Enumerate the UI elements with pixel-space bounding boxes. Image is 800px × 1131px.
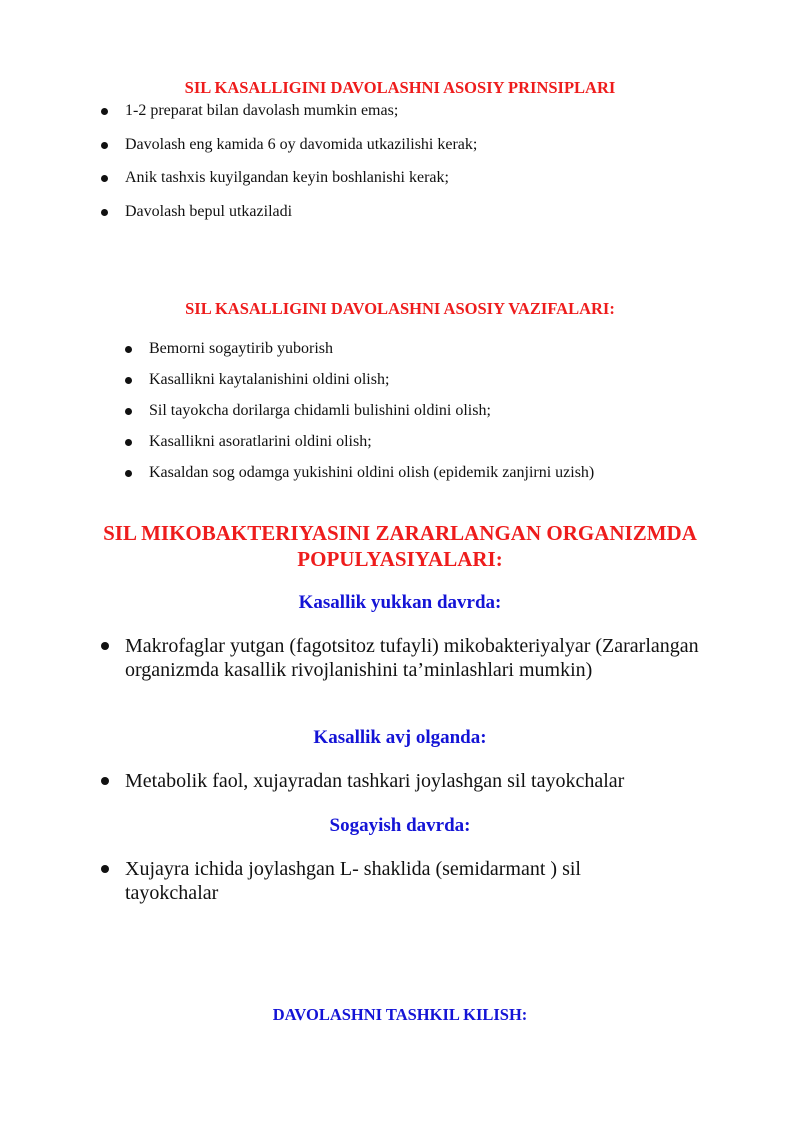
bullet-icon [125,408,132,415]
list-item [120,370,594,401]
phase-infection-heading: Kasallik yukkan davrda: [298,592,502,613]
organization-heading: DAVOLASHNI TASHKIL KILISH: [272,1005,528,1024]
list-item-text: Davolash eng kamida 6 oy davomida utkazilishi kerak; [125,135,478,153]
populations-heading-line2: POPULYASIYALARI: [297,547,503,571]
list-item [96,135,477,169]
list-item-text: Makrofaglar yutgan (fagotsitoz tufayli) mikobakteriyalyar (Zararlangan organizmda kasallik rivojlanishini ta’minlashlari mumkin) [125,635,699,681]
list-item [120,463,594,494]
list-item [96,168,477,202]
tasks-heading: SIL KASALLIGINI DAVOLASHNI ASOSIY VAZIFALARI: [185,299,615,318]
list-item [96,634,716,682]
list-item-text: Sil tayokcha dorilarga chidamli bulishini oldini olish; [149,402,491,419]
phase-active-heading: Kasallik avj olganda: [313,727,487,748]
bullet-icon [101,108,108,115]
list-item-text: Xujayra ichida joylashgan L- shaklida (semidarmant ) sil tayokchalar [125,858,581,904]
tasks-list [120,339,594,494]
populations-heading-line1: SIL MIKOBAKTERIYASINI ZARARLANGAN ORGANIZMDA [103,521,697,545]
list-item [120,339,594,370]
list-item [120,401,594,432]
bullet-icon [101,777,109,785]
bullet-icon [125,470,132,477]
list-item [96,857,616,905]
phase-infection-list [96,634,716,682]
list-item-text: Kasallikni kaytalanishini oldini olish; [149,371,390,388]
bullet-icon [101,642,109,650]
list-item [96,101,477,135]
list-item-text: Kasaldan sog odamga yukishini oldini olish (epidemik zanjirni uzish) [149,464,595,481]
principles-heading: SIL KASALLIGINI DAVOLASHNI ASOSIY PRINSIPLARI [184,78,616,97]
bullet-icon [125,346,132,353]
bullet-icon [125,439,132,446]
phase-active-list [96,769,716,793]
principles-list [96,101,477,235]
list-item [96,202,477,236]
bullet-icon [101,865,109,873]
bullet-icon [101,142,108,149]
list-item-text: Metabolik faol, xujayradan tashkari joylashgan sil tayokchalar [125,770,625,792]
list-item [96,769,716,793]
bullet-icon [101,209,108,216]
list-item-text: Kasallikni asoratlarini oldini olish; [149,433,372,450]
bullet-icon [101,175,108,182]
phase-recovery-heading: Sogayish davrda: [329,815,471,836]
list-item-text: Davolash bepul utkaziladi [125,202,293,220]
phase-recovery-list [96,857,616,905]
list-item-text: Bemorni sogaytirib yuborish [149,340,333,357]
list-item-text: Anik tashxis kuyilgandan keyin boshlanishi kerak; [125,169,449,186]
bullet-icon [125,377,132,384]
list-item-text: 1-2 preparat bilan davolash mumkin emas; [125,102,399,119]
list-item [120,432,594,463]
